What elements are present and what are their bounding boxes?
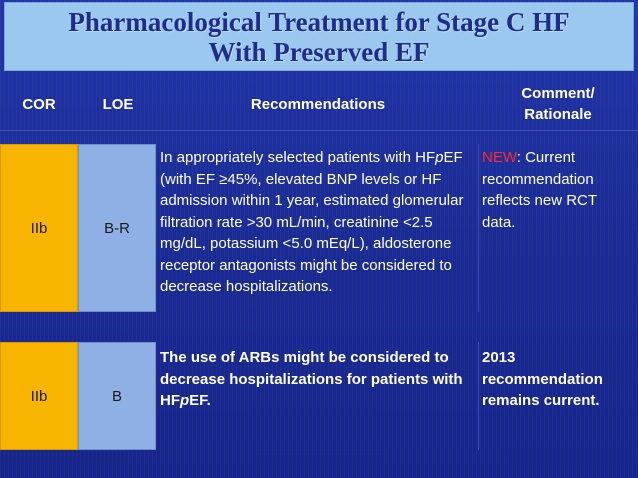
slide-title-line-1: Pharmacological Treatment for Stage C HF	[68, 7, 570, 37]
header-cor: COR	[22, 95, 56, 113]
row-1-column-divider	[478, 144, 479, 312]
header-comment-rationale	[478, 79, 638, 129]
slide-title-box	[4, 2, 634, 71]
header-divider	[0, 130, 638, 131]
row-1-rec-pre: In appropriately selected patients with HF	[160, 149, 436, 166]
row-2-rec-pre: The use of ARBs might be considered to decrease hospitalizations for patients with HF	[160, 349, 463, 409]
row-2-cor-cell: IIb	[0, 342, 78, 450]
row-2-rec-post: EF.	[189, 392, 211, 409]
row-1-loe-cell: B-R	[78, 144, 156, 312]
row-1-cor-cell: IIb	[0, 144, 78, 312]
row-1-recommendation	[160, 147, 478, 298]
slide-title-line-2: With Preserved EF	[208, 37, 430, 67]
row-1-new-flag: NEW	[482, 149, 517, 166]
row-2-recommendation	[160, 347, 478, 412]
row-1-rec-italic: p	[435, 149, 444, 166]
row-1-comment	[482, 147, 634, 233]
header-comment-line-2: Rationale	[524, 106, 592, 123]
header-comment-line-1: Comment/	[521, 85, 595, 102]
row-1-rec-post: EF (with EF ≥45%, elevated BNP levels or HF admission within 1 year, estimated glomerular filtration rate >30 mL/min, creatinine <2.5 mg/dL, potassium <5.0 mEq/L), aldosterone receptor antagonists might be considered to decrease hospitalizations.	[160, 149, 464, 295]
header-recommendations: Recommendations	[250, 95, 386, 113]
row-2-comment: 2013 recommendation remains current.	[482, 349, 603, 409]
row-2-rec-italic: p	[180, 392, 190, 409]
header-loe: LOE	[102, 95, 134, 113]
row-2-column-divider	[478, 342, 479, 450]
row-1-comment-rest: : Current recommendation reflects new RCT data.	[482, 149, 597, 231]
row-2-loe-cell: B	[78, 342, 156, 450]
